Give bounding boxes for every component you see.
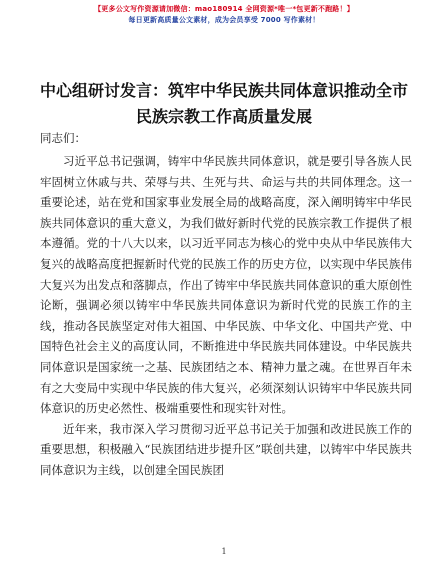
banner-line-2: 每日更新高质量公文素材，成为会员享受 7000 写作素材！ [128, 16, 320, 24]
salutation: 同志们： [40, 131, 86, 145]
document-body [40, 151, 412, 481]
promo-banner [0, 4, 448, 26]
banner-line-1: 【更多公文写作资源请加微信：mao180914 全网资源*唯一*包更新不跑路！】 [94, 5, 354, 13]
page-number: 1 [221, 547, 227, 556]
paragraph-2: 近年来，我市深入学习贯彻习近平总书记关于加强和改进民族工作的重要思想，积极融入“民族团结进步提升区”联创共建，以铸牢中华民族共同体意识为主线，以创建全国民族团 [40, 421, 412, 477]
document-title: 中心组研讨发言：筑牢中华民族共同体意识推动全市民族宗教工作高质量发展 [40, 81, 409, 126]
paragraph-1: 习近平总书记强调，铸牢中华民族共同体意识，就是要引导各族人民牢固树立休戚与共、荣辱与共、生死与共、命运与共的共同体理念。这一重要论述，站在党和国家事业发展全局的战略高度，深入阐明铸牢中华民族共同体意识的重大意义，为我们做好新时代党的民族宗教工作提供了根本遵循。党的十八大以来，以习近平同志为核心的党中央从中华民族伟大复兴的战略高度把握新时代党的民族工作的历史方位，以实现中华民族伟大复兴为出发点和落脚点，作出了铸牢中华民族共同体意识的重大原创性论断，强调必须以铸牢中华民族共同体意识为新时代党的民族工作的主线，推动各民族坚定对伟大祖国、中华民族、中华文化、中国共产党、中国特色社会主义的高度认同，不断推进中华民族共同体建设。中华民族共同体意识是国家统一之基、民族团结之本、精神力量之魂。在世界百年未有之大变局中实现中华民族的伟大复兴，必须深刻认识铸牢中华民族共同体意识的历史必然性、极端重要性和现实针对性。 [40, 154, 412, 416]
